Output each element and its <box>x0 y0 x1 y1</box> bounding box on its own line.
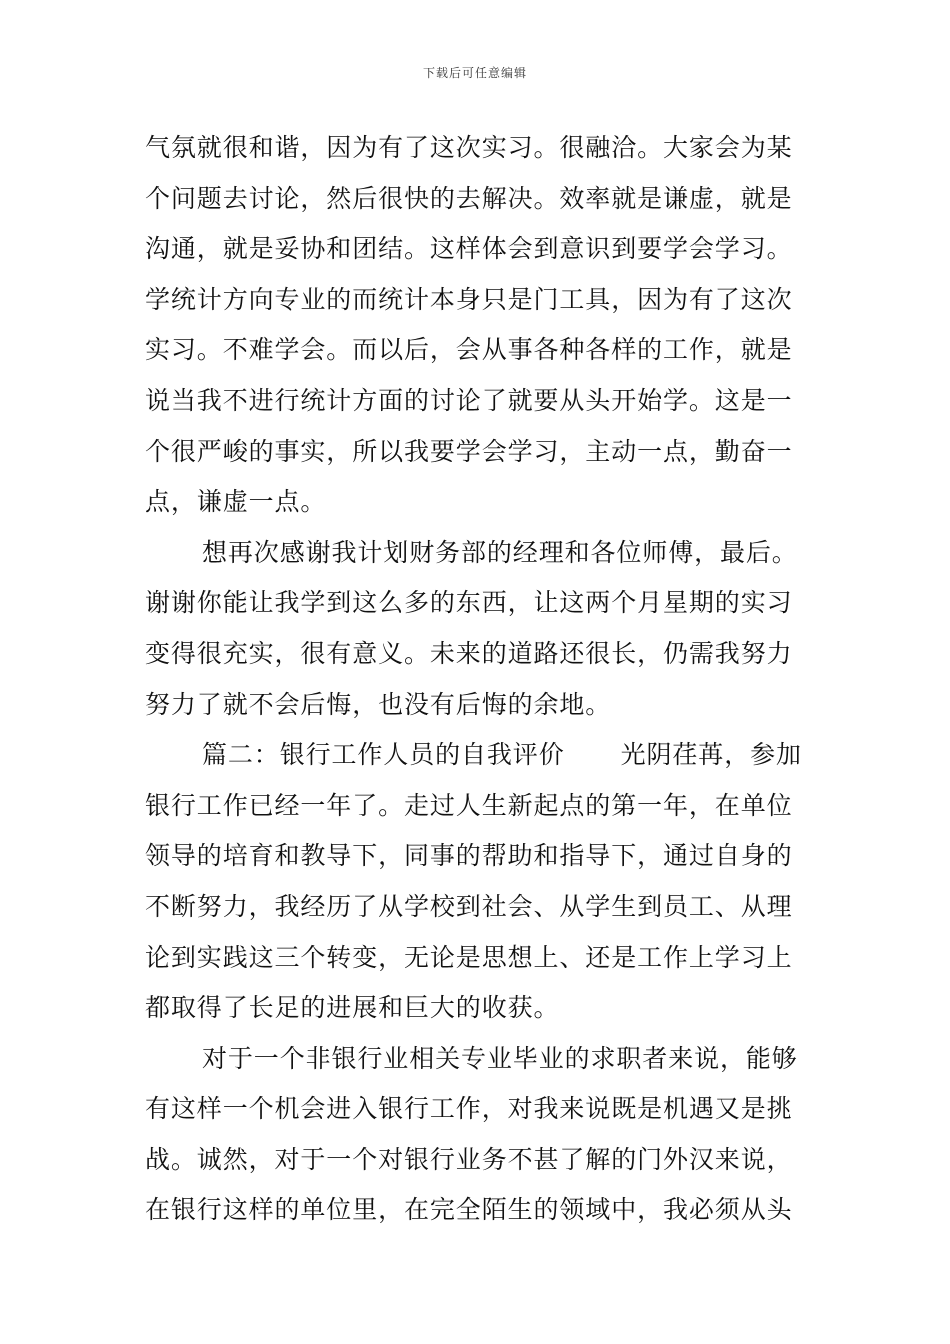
section-opening: 光阴荏苒，参加 <box>620 740 802 770</box>
text-line: 说当我不进行统计方面的讨论了就要从头开始学。这是一 <box>145 385 793 415</box>
text-line: 在银行这样的单位里，在完全陌生的领域中，我必须从头 <box>145 1195 793 1225</box>
text-line: 银行工作已经一年了。走过人生新起点的第一年，在单位 <box>145 790 793 820</box>
text-line: 谢谢你能让我学到这么多的东西，让这两个月星期的实习 <box>145 588 793 618</box>
text-line: 有这样一个机会进入银行工作，对我来说既是机遇又是挑 <box>145 1094 793 1124</box>
text-line: 努力了就不会后悔，也没有后悔的余地。 <box>145 689 612 719</box>
text-line: 点，谦虚一点。 <box>145 487 327 517</box>
page-header: 下载后可任意编辑 <box>422 66 527 80</box>
text-line: 沟通，就是妥协和团结。这样体会到意识到要学会学习。 <box>145 234 793 264</box>
text-line: 变得很充实，很有意义。未来的道路还很长，仍需我努力 <box>145 638 793 668</box>
text-line: 个很严峻的事实，所以我要学会学习，主动一点，勤奋一 <box>145 436 793 466</box>
text-line: 不断努力，我经历了从学校到社会、从学生到员工、从理 <box>145 891 793 921</box>
text-line: 论到实践这三个转变，无论是思想上、还是工作上学习上 <box>145 942 793 972</box>
text-line: 都取得了长足的进展和巨大的收获。 <box>145 993 560 1023</box>
text-line: 实习。不难学会。而以后，会从事各种各样的工作，就是 <box>145 335 793 365</box>
paragraph-start-line: 想再次感谢我计划财务部的经理和各位师傅，最后。 <box>202 537 798 567</box>
paragraph-start-line: 对于一个非银行业相关专业毕业的求职者来说，能够 <box>202 1043 798 1073</box>
section-heading: 篇二：银行工作人员的自我评价 <box>202 740 565 770</box>
text-line: 个问题去讨论，然后很快的去解决。效率就是谦虚，就是 <box>145 183 793 213</box>
text-line: 战。诚然，对于一个对银行业务不甚了解的门外汉来说， <box>145 1144 793 1174</box>
section-heading-line <box>145 730 807 781</box>
text-line: 领导的培育和教导下，同事的帮助和指导下，通过自身的 <box>145 841 793 871</box>
text-line: 气氛就很和谐，因为有了这次实习。很融洽。大家会为某 <box>145 133 793 162</box>
text-line: 学统计方向专业的而统计本身只是门工具，因为有了这次 <box>145 284 793 314</box>
document-body <box>145 123 807 1236</box>
